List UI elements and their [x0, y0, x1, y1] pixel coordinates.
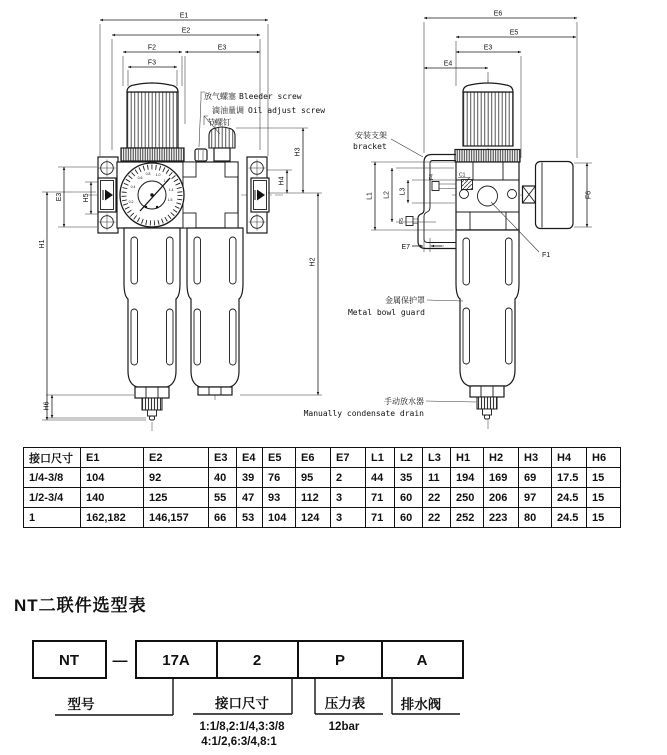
table-cell: 95	[296, 468, 331, 488]
dim-label-f2: F2	[147, 44, 157, 52]
screw-hole	[508, 190, 517, 199]
legend-model: 型号	[67, 697, 95, 712]
table-cell: 60	[395, 488, 423, 508]
table-cell: 71	[366, 488, 395, 508]
dim-label-l1: L1	[366, 192, 374, 200]
dim-label-f4: F4	[429, 174, 435, 180]
dim-label-e3-left: E3	[56, 192, 63, 202]
table-row	[24, 488, 621, 508]
table-cell: 53	[237, 508, 263, 528]
table-cell: 60	[395, 508, 423, 528]
drain-valve	[142, 398, 162, 420]
dim-label-h5: H5	[83, 193, 90, 203]
filter-bowl	[124, 228, 180, 420]
svg-text:1.6: 1.6	[167, 198, 173, 202]
table-row	[24, 508, 621, 528]
dim-label-e5: E5	[509, 29, 519, 37]
svg-text:1.0: 1.0	[155, 173, 161, 177]
table-cell: 194	[451, 468, 484, 488]
bleeder-label-en: Bleeder screw	[239, 92, 302, 101]
col-header: L3	[423, 448, 451, 468]
dim-label-f5: F5	[399, 218, 405, 224]
code-series: NT	[59, 652, 79, 669]
table-cell: 35	[395, 468, 423, 488]
table-cell: 1/2-3/4	[24, 488, 81, 508]
table-cell: 124	[296, 508, 331, 528]
col-header: E6	[296, 448, 331, 468]
table-cell: 104	[263, 508, 296, 528]
col-header: E7	[331, 448, 366, 468]
screw-hole	[460, 190, 469, 199]
table-cell: 15	[587, 508, 621, 528]
table-cell: 112	[296, 488, 331, 508]
table-cell: 69	[519, 468, 552, 488]
svg-text:1.4: 1.4	[168, 188, 174, 192]
port-size-codes-line2: 4:1/2,6:3/4,8:1	[201, 736, 277, 748]
bowl-guard-label-en: Metal bowl guard	[347, 308, 425, 317]
dim-label-l3: L3	[399, 187, 407, 196]
bowl-guard-label-cn: 金属保护罩	[385, 296, 425, 305]
dim-label-f1: F1	[542, 252, 551, 259]
right-callouts	[304, 130, 476, 418]
table-cell: 146,157	[144, 508, 209, 528]
svg-text:0.6: 0.6	[137, 176, 143, 180]
lubricator-bowl	[187, 228, 243, 395]
dim-label-e3: E3	[483, 44, 493, 52]
gauge-value: 12bar	[328, 721, 360, 733]
table-cell: 252	[451, 508, 484, 528]
dim-label-h6: H6	[43, 401, 51, 411]
regulator-knob	[455, 83, 520, 162]
dim-label-e4: E4	[443, 60, 453, 68]
dim-label-e6: E6	[493, 10, 503, 18]
table-cell: 22	[423, 488, 451, 508]
svg-text:0.8: 0.8	[145, 172, 151, 176]
table-cell: 40	[209, 468, 237, 488]
mounting-bracket	[399, 155, 456, 249]
table-cell: 93	[263, 488, 296, 508]
dim-label-f6: F6	[585, 190, 593, 200]
col-header: E3	[209, 448, 237, 468]
dim-label-f3: F3	[147, 59, 157, 67]
col-header: E5	[263, 448, 296, 468]
table-cell: 1/4-3/8	[24, 468, 81, 488]
bleeder-label-cn: 放气螺塞	[204, 92, 236, 101]
col-header: L2	[395, 448, 423, 468]
legend-port-size: 接口尺寸	[215, 696, 269, 711]
dim-label-e7: E7	[401, 244, 410, 251]
dim-label-h2: H2	[309, 257, 317, 267]
svg-text:0.2: 0.2	[128, 200, 134, 204]
col-header: H6	[587, 448, 621, 468]
bleeder-screw	[195, 149, 207, 161]
col-header: 接口尺寸	[24, 448, 81, 468]
port-hole	[478, 186, 498, 206]
col-header: E2	[144, 448, 209, 468]
regulator-knob	[121, 83, 184, 161]
left-unit-drawing	[39, 13, 325, 434]
legend-drain: 排水阀	[400, 697, 442, 712]
table-cell: 104	[81, 468, 144, 488]
col-header: E1	[81, 448, 144, 468]
dim-label-l2: L2	[383, 191, 391, 199]
table-cell: 3	[331, 488, 366, 508]
right-unit-drawing	[304, 11, 593, 433]
table-cell: 39	[237, 468, 263, 488]
table-cell: 24.5	[552, 488, 587, 508]
drain-label-cn: 手动放水器	[384, 397, 424, 406]
dim-label-e3-top: E3	[217, 44, 227, 52]
table-cell: 15	[587, 468, 621, 488]
table-cell: 162,182	[81, 508, 144, 528]
dimension-table	[23, 447, 621, 528]
table-cell: 206	[484, 488, 519, 508]
col-header: H2	[484, 448, 519, 468]
dim-label-h4: H4	[278, 176, 286, 186]
pressure-gauge-dial	[120, 163, 184, 227]
code-port-size: 2	[252, 652, 262, 669]
dim-label-h3: H3	[294, 147, 302, 157]
col-header: H4	[552, 448, 587, 468]
pressure-gauge-side	[523, 162, 574, 229]
bracket-bolt	[399, 217, 418, 226]
table-cell: 125	[144, 488, 209, 508]
table-cell: 80	[519, 508, 552, 528]
svg-text:1.2: 1.2	[163, 179, 169, 183]
table-cell: 140	[81, 488, 144, 508]
table-cell: 55	[209, 488, 237, 508]
table-cell: 76	[263, 468, 296, 488]
oil-adjust-screw	[209, 127, 235, 161]
code-separator: —	[112, 652, 128, 670]
inlet-port	[98, 178, 116, 212]
col-header: H1	[451, 448, 484, 468]
oil-label-cn2: 节螺钉	[207, 118, 231, 127]
bracket-label-en: bracket	[353, 142, 387, 151]
model-code-diagram	[0, 630, 667, 755]
dim-label-e1: E1	[179, 12, 189, 20]
table-cell: 15	[587, 488, 621, 508]
table-header-row	[24, 448, 621, 468]
dim-label-h1: H1	[39, 239, 46, 249]
bracket-bolt	[429, 174, 456, 191]
outlet-port	[251, 178, 269, 212]
table-cell: 22	[423, 508, 451, 528]
port-size-codes-line1: 1:1/8,2:1/4,3:3/8	[199, 721, 285, 733]
oil-label-cn: 滴油量调	[212, 106, 244, 115]
table-cell: 250	[451, 488, 484, 508]
table-row	[24, 468, 621, 488]
c1-section-hatch	[462, 180, 473, 190]
oil-label-en: Oil adjust screw	[248, 106, 326, 115]
legend-gauge: 压力表	[324, 696, 366, 711]
table-cell: 17.5	[552, 468, 587, 488]
bracket-label-cn: 安装支架	[355, 131, 387, 140]
table-cell: 223	[484, 508, 519, 528]
code-gauge: P	[334, 652, 346, 669]
dim-label-c1: C1	[459, 172, 466, 179]
col-header: E4	[237, 448, 263, 468]
table-cell: 66	[209, 508, 237, 528]
svg-text:0.4: 0.4	[130, 185, 136, 189]
table-cell: 3	[331, 508, 366, 528]
table-cell: 92	[144, 468, 209, 488]
table-cell: 2	[331, 468, 366, 488]
table-cell: 97	[519, 488, 552, 508]
table-cell: 44	[366, 468, 395, 488]
col-header: H3	[519, 448, 552, 468]
drain-label-en: Manually condensate drain	[303, 409, 424, 418]
selection-table-title: NT二联件选型表	[14, 596, 147, 615]
table-cell: 24.5	[552, 508, 587, 528]
col-header: L1	[366, 448, 395, 468]
table-cell: 71	[366, 508, 395, 528]
code-model: 17A	[162, 652, 190, 669]
drain-valve	[477, 397, 497, 419]
dim-label-e2: E2	[181, 27, 191, 35]
table-cell: 1	[24, 508, 81, 528]
table-cell: 47	[237, 488, 263, 508]
code-drain: A	[416, 652, 428, 669]
metal-bowl-guard	[456, 230, 519, 419]
table-cell: 11	[423, 468, 451, 488]
table-cell: 169	[484, 468, 519, 488]
